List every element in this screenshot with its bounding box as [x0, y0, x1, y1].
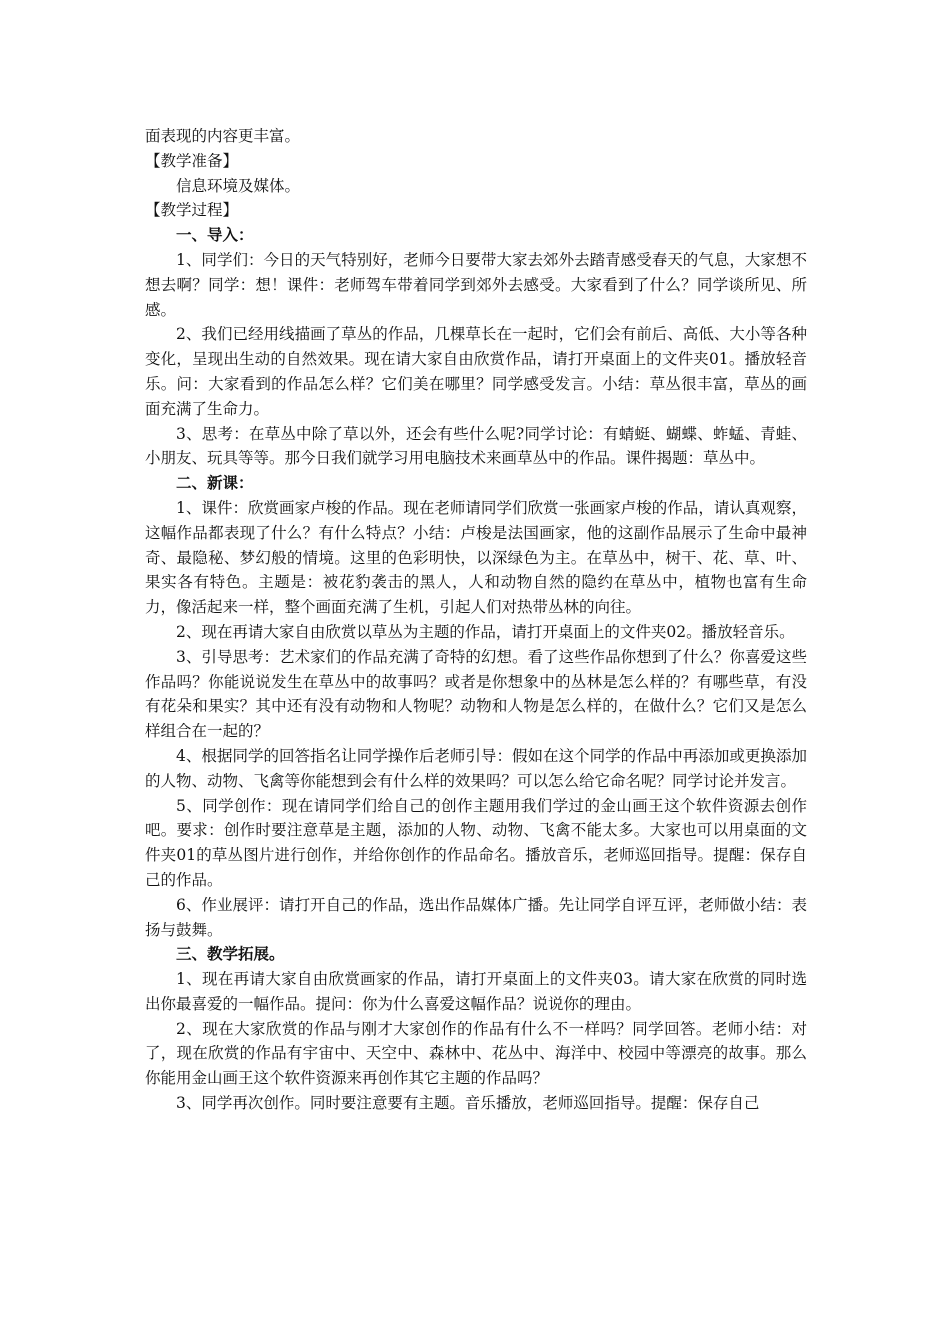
- paragraph: 2、现在再请大家自由欣赏以草丛为主题的作品，请打开桌面上的文件夹02。播放轻音乐。: [176, 622, 795, 641]
- paragraph: 4、根据同学的回答指名让同学操作后老师引导：假如在这个同学的作品中再添加或更换添加的人物、动物、飞禽等你能想到会有什么样的效果吗？可以怎么给它命名呢？同学讨论并发言。: [145, 746, 807, 790]
- paragraph: 1、现在再请大家自由欣赏画家的作品，请打开桌面上的文件夹03。请大家在欣赏的同时选出你最喜爱的一幅作品。提问：你为什么喜爱这幅作品？说说你的理由。: [145, 970, 807, 1013]
- section-heading-intro: 一、导入：: [176, 225, 254, 245]
- paragraph: 3、思考：在草丛中除了草以外，还会有些什么呢?同学讨论：有蜻蜓、蝴蝶、蚱蜢、青蛙、小朋友、玩具等等。那今日我们就学习用电脑技术来画草丛中的作品。课件揭题：草丛中。: [145, 424, 807, 468]
- paragraph: 2、我们已经用线描画了草丛的作品，几棵草长在一起时，它们会有前后、高低、大小等各种变化，呈现出生动的自然效果。现在请大家自由欣赏作品，请打开桌面上的文件夹01。播放轻音乐。问：大家看到的作品怎么样？它们美在哪里？同学感受发言。小结：草丛很丰富，草丛的画面充满了生命力。: [145, 325, 807, 418]
- paragraph: 6、作业展评：请打开自己的作品，选出作品媒体广播。先让同学自评互评，老师做小结：表扬与鼓舞。: [145, 895, 807, 939]
- document-body: [145, 124, 807, 1116]
- preparation-text: 信息环境及媒体。: [176, 176, 301, 195]
- process-heading: 【教学过程】: [145, 201, 239, 220]
- section-heading-extension: 三、教学拓展。: [176, 944, 285, 964]
- paragraph: 1、同学们：今日的天气特别好，老师今日要带大家去郊外去踏青感受春天的气息，大家想不想去啊？同学：想！课件：老师驾车带着同学到郊外去感受。大家看到了什么？同学谈所见、所感。: [145, 250, 807, 319]
- section-heading-new-lesson: 二、新课：: [176, 473, 254, 493]
- paragraph: 5、同学创作：现在请同学们给自己的创作主题用我们学过的金山画王这个软件资源去创作吧。要求：创作时要注意草是主题，添加的人物、动物、飞禽不能太多。大家也可以用桌面的文件夹01的草丛图片进行创作，并给你创作的作品命名。播放音乐，老师巡回指导。提醒：保存自己的作品。: [145, 796, 807, 889]
- paragraph: 2、现在大家欣赏的作品与刚才大家创作的作品有什么不一样吗？同学回答。老师小结：对了，现在欣赏的作品有宇宙中、天空中、森林中、花丛中、海洋中、校园中等漂亮的故事。那么你能用金山画王这个软件资源来再创作其它主题的作品吗？: [145, 1019, 807, 1088]
- intro-continuation: 面表现的内容更丰富。: [145, 127, 301, 145]
- paragraph: 3、同学再次创作。同时要注意要有主题。音乐播放，老师巡回指导。提醒：保存自己: [176, 1094, 760, 1113]
- paragraph: 1、课件：欣赏画家卢梭的作品。现在老师请同学们欣赏一张画家卢梭的作品，请认真观察，这幅作品都表现了什么？有什么特点？小结：卢梭是法国画家，他的这副作品展示了生命中最神奇、最隐秘、梦幻般的情境。这里的色彩明快，以深绿色为主。在草丛中，树干、花、草、叶、果实各有特色。主题是：被花豹袭击的黑人，人和动物自然的隐约在草丛中，植物也富有生命力，像活起来一样，整个画面充满了生机，引起人们对热带丛林的向往。: [145, 498, 807, 617]
- preparation-heading: 【教学准备】: [145, 151, 239, 170]
- paragraph: 3、引导思考：艺术家们的作品充满了奇特的幻想。看了这些作品你想到了什么？你喜爱这些作品吗？你能说说发生在草丛中的故事吗？或者是你想象中的丛林是怎么样的？有哪些草，有没有花朵和果实？其中还有没有动物和人物呢？动物和人物是怎么样的，在做什么？它们又是怎么样组合在一起的？: [145, 647, 807, 741]
